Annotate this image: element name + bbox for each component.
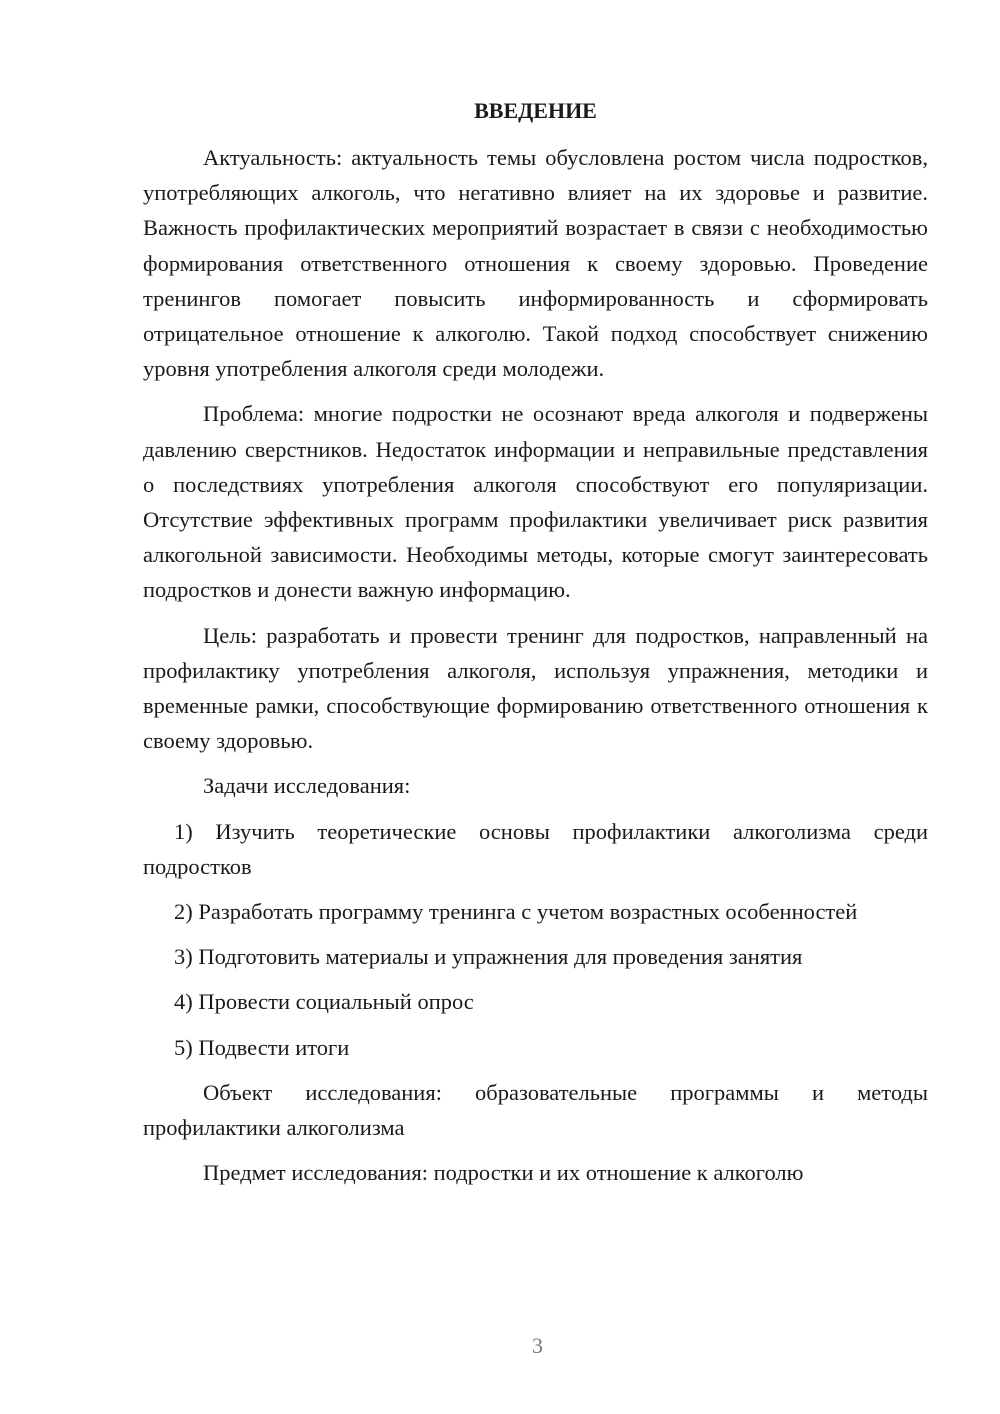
research-object-paragraph: Объект исследования: образовательные программы и методы профилактики алкоголизма bbox=[143, 1079, 928, 1141]
research-subject-paragraph: Предмет исследования: подростки и их отношение к алкоголю bbox=[203, 1160, 804, 1186]
page-number: 3 bbox=[532, 1333, 543, 1358]
problem-paragraph: Проблема: многие подростки не осознают вреда алкоголя и подвержены давлению сверстников. Недостаток информации и неправильные представления о последствиях употребления алкоголя способствуют его популяризации. Отсутствие эффективных программ профилактики увеличивает риск развития алкогольной зависимости. Необходимы методы, которые смогут заинтересовать подростков и донести важную информацию. bbox=[143, 401, 928, 603]
task-item-4: 4) Провести социальный опрос bbox=[174, 989, 474, 1015]
tasks-heading: Задачи исследования: bbox=[203, 773, 411, 799]
task-item-5: 5) Подвести итоги bbox=[174, 1034, 350, 1060]
task-item-1: 1) Изучить теоретические основы профилактики алкоголизма среди подростков bbox=[143, 818, 928, 879]
document-page bbox=[143, 92, 928, 1190]
task-item-3: 3) Подготовить материалы и упражнения для проведения занятия bbox=[174, 944, 803, 970]
task-item-2: 2) Разработать программу тренинга с учетом возрастных особенностей bbox=[174, 899, 858, 925]
relevance-paragraph: Актуальность: актуальность темы обусловлена ростом числа подростков, употребляющих алкоголь, что негативно влияет на их здоровье и развитие. Важность профилактических мероприятий возрастает в связи с необходимостью формирования ответственного отношения к своему здоровью. Проведение тренингов помогает повысить информированность и сформировать отрицательное отношение к алкоголю. Такой подход способствует снижению уровня употребления алкоголя среди молодежи. bbox=[143, 145, 928, 382]
goal-paragraph: Цель: разработать и провести тренинг для подростков, направленный на профилактику употребления алкоголя, используя упражнения, методики и временные рамки, способствующие формированию ответственного отношения к своему здоровью. bbox=[143, 622, 928, 754]
section-title: ВВЕДЕНИЕ bbox=[474, 98, 597, 123]
